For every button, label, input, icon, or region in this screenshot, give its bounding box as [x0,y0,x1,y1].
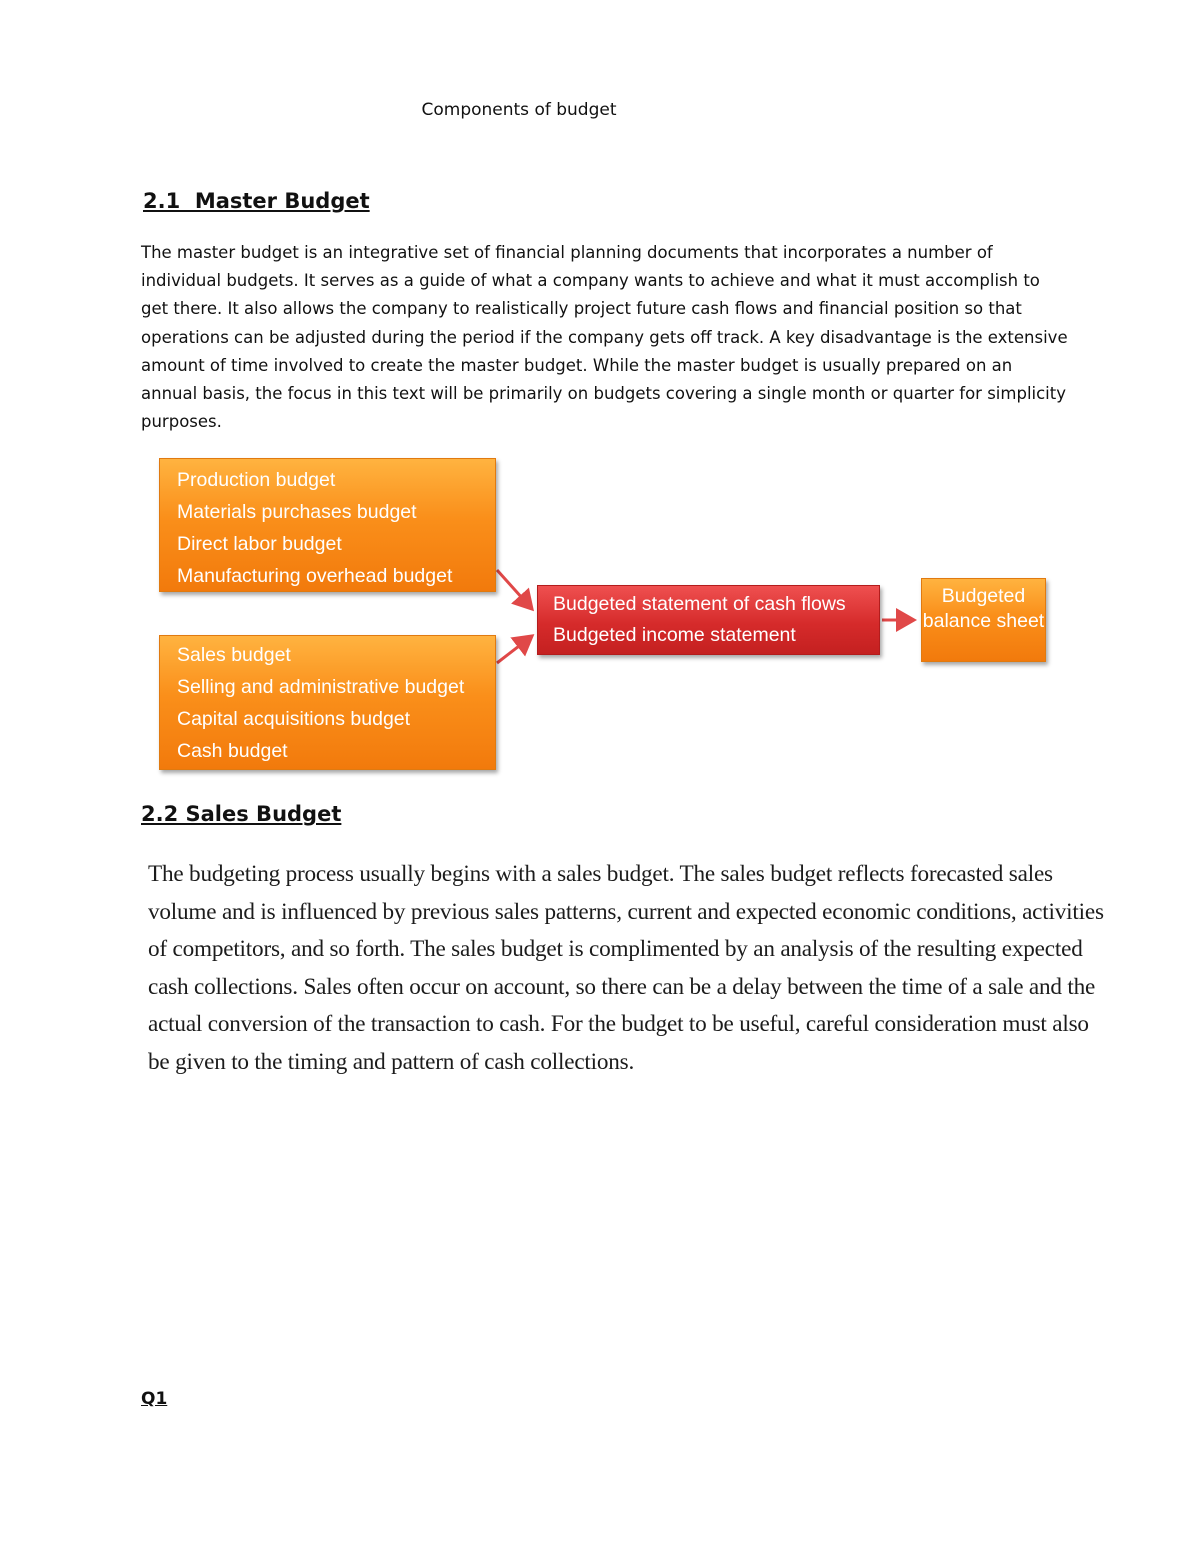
arrow-financial-to-statements [497,636,532,663]
materials-purchases-budget-label: Materials purchases budget [177,501,417,523]
operating-budgets-box [159,458,496,592]
sales-budget-label: Sales budget [177,644,291,666]
direct-labor-budget-label: Direct labor budget [177,533,342,555]
capital-acquisitions-budget-label: Capital acquisitions budget [177,708,411,730]
section-heading-sales-budget: 2.2 Sales Budget [141,802,342,826]
arrow-operating-to-statements [497,570,532,609]
budgeted-cash-flows-label: Budgeted statement of cash flows [553,593,846,615]
document-title: Components of budget [421,100,617,120]
sales-budget-paragraph: The budgeting process usually begins with a sales budget. The sales budget reflects forecasted sales volume and is influenced by previous sales patterns, current and expected economic conditions, activities of competitors, and so forth. The sales budget is complimented by an analysis of the resulting expected cash collections. Sales often occur on account, so there can be a delay between the time of a sale and the actual conversion of the transaction to cash. For the budget to be useful, careful consideration must also be given to the timing and pattern of cash collections. [148,861,1104,1075]
manufacturing-overhead-budget-label: Manufacturing overhead budget [177,565,453,587]
budgeted-balance-sheet-label: Budgeted balance sheet [922,585,1045,632]
budgeted-income-statement-label: Budgeted income statement [553,624,796,646]
budgeted-statements-box [537,585,880,655]
master-budget-paragraph: The master budget is an integrative set of financial planning documents that incorporates a number of individual budgets. It serves as a guide of what a company wants to achieve and what it must accomplish to get there. It also allows the company to realistically project future cash flows and financial position so that operations can be adjusted during the period if the company gets off track. A key disadvantage is the extensive amount of time involved to create the master budget. While the master budget is usually prepared on an annual basis, the focus in this text will be primarily on budgets covering a single month or quarter for simplicity purposes. [141,243,1068,432]
financial-budgets-box [159,635,496,770]
cash-budget-label: Cash budget [177,740,288,762]
budgeted-balance-sheet-box [921,578,1046,662]
question-label: Q1 [141,1389,168,1409]
selling-administrative-budget-label: Selling and administrative budget [177,676,465,698]
production-budget-label: Production budget [177,469,336,491]
section-heading-master-budget: 2.1 Master Budget [143,189,370,213]
